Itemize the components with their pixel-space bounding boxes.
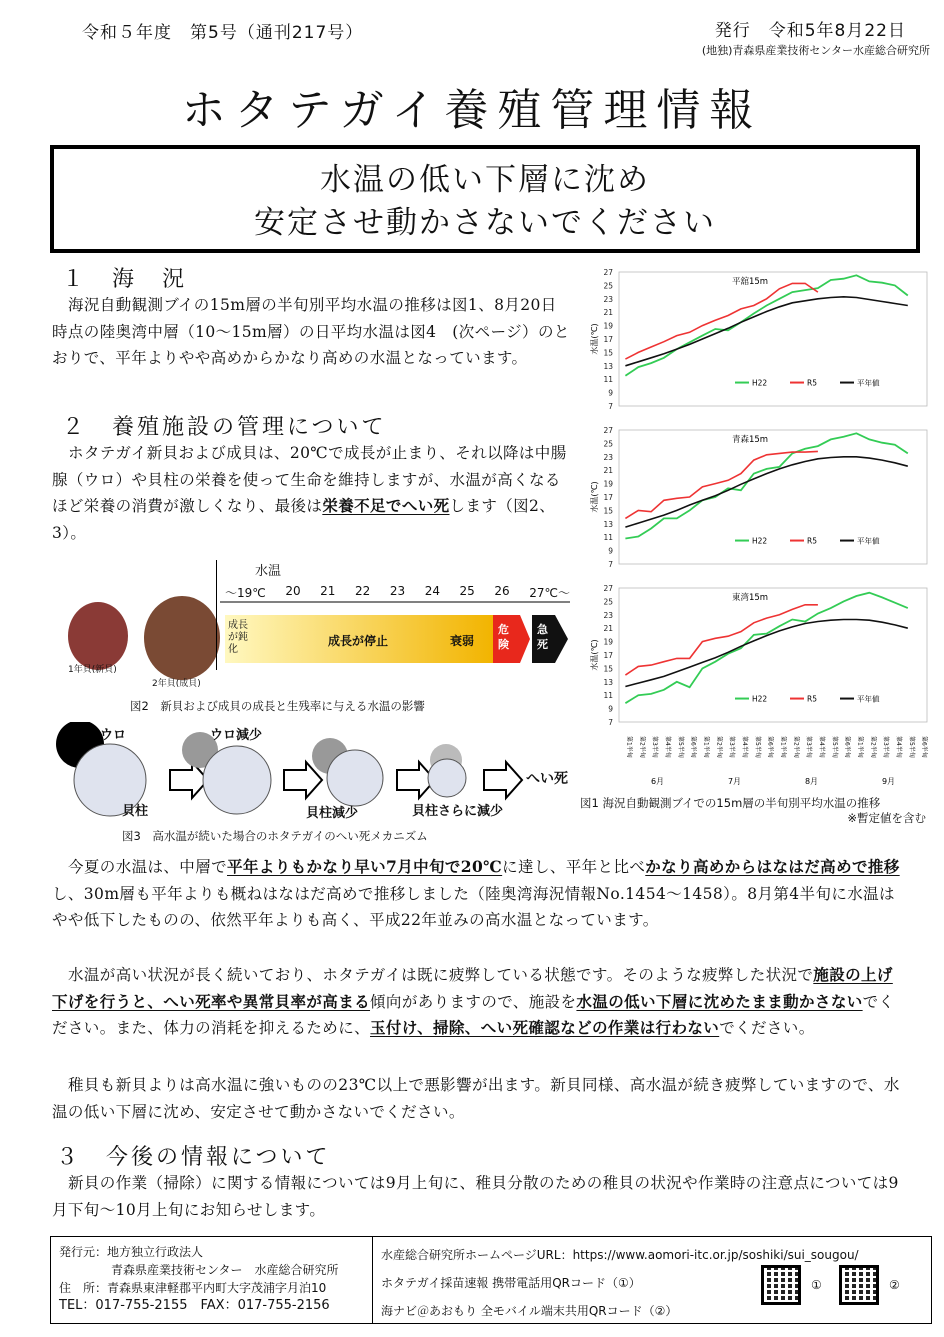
y-tick-label: 19 — [603, 321, 613, 331]
y-axis-label: 水温(℃) — [590, 639, 599, 671]
figure-3 — [52, 722, 572, 822]
adductor-icon — [203, 746, 271, 814]
footer-publisher-name: 青森県産業技術センター 水産総合研究所 — [111, 1263, 339, 1277]
y-tick-label: 7 — [608, 560, 613, 569]
y-tick-label: 13 — [603, 361, 613, 371]
p1-a: 今夏の水温は、中層で — [68, 858, 228, 876]
pentad-label: 第1半旬 — [779, 736, 787, 758]
series-line-H22 — [625, 275, 907, 376]
legend-label: 平年値 — [857, 694, 880, 704]
y-tick-label: 9 — [608, 546, 613, 556]
pentad-label: 第5半旬 — [830, 736, 838, 758]
y-tick-label: 15 — [603, 348, 613, 358]
y-tick-label: 27 — [603, 584, 613, 593]
body-paragraph-3: 稚貝も新貝よりは高水温に強いものの23℃以上で悪影響が出ます。新貝同様、高水温が続き疲弊していますので、水温の低い下層に沈め、安定させて動かさないでください。 — [52, 1076, 900, 1121]
headline-line2: 安定させ動かさないでください — [254, 205, 716, 241]
section2-body-b: します（図2、3）。 — [52, 497, 556, 542]
pentad-label: 第5半旬 — [676, 736, 684, 758]
chart-title: 東湾15m — [731, 593, 769, 603]
legend-label: 平年値 — [857, 536, 880, 546]
body-paragraph-2 — [52, 962, 902, 1042]
fig2-bar-stop: 成長が停止 — [328, 634, 389, 648]
legend-label: H22 — [752, 536, 768, 546]
pentad-label: 第5半旬 — [907, 736, 915, 758]
pentad-label: 第2半旬 — [715, 736, 723, 758]
fig2-bar-death: 急死 — [537, 623, 548, 651]
y-tick-label: 21 — [603, 624, 613, 634]
fig2-temp-label: 水温 — [255, 564, 282, 579]
shell-young-label: 1年貝(新貝) — [68, 665, 117, 675]
footer-qr2-label: 海ナビ＠あおもり 全モバイル端末共用QRコード（②） — [381, 1304, 678, 1318]
pentad-label: 第3半旬 — [882, 736, 890, 758]
shell-young-icon — [68, 602, 128, 670]
y-tick-label: 27 — [603, 268, 613, 277]
fig3-kaibashira-decrease: 貝柱減少 — [306, 806, 359, 821]
series-line-R5 — [625, 605, 818, 675]
body-paragraph-1 — [52, 854, 902, 934]
month-label: 9月 — [881, 777, 896, 786]
footer — [50, 1236, 932, 1324]
fig2-tick: 20 — [285, 584, 301, 598]
chart-frame — [619, 272, 927, 406]
fig1-charts — [585, 262, 935, 792]
pentad-label: 第2半旬 — [638, 736, 646, 758]
y-axis-label: 水温(℃) — [590, 481, 599, 513]
legend-label: 平年値 — [857, 378, 880, 388]
series-line-R5 — [625, 451, 818, 518]
y-tick-label: 19 — [603, 637, 613, 647]
pentad-label: 第2半旬 — [869, 736, 877, 758]
pentad-label: 第5半旬 — [753, 736, 761, 758]
y-tick-label: 13 — [603, 677, 613, 687]
footer-links — [373, 1237, 931, 1323]
p1-underline-1: 平年よりもかなり早い7月中旬で20℃ — [227, 857, 503, 876]
fig3-uro-decrease: ウロ減少 — [210, 728, 263, 743]
arrow-icon — [484, 762, 522, 798]
fig2-tick: 26 — [494, 584, 510, 598]
pentad-label: 第6半旬 — [843, 736, 851, 758]
section1-heading: １ 海 況 — [62, 267, 188, 292]
footer-url[interactable]: 水産総合研究所ホームページURL：https://www.aomori-itc.or.jp/soshiki/sui_sougou/ — [381, 1248, 859, 1262]
y-tick-label: 7 — [608, 718, 613, 727]
p2-a: 水温が高い状況が長く続いており、ホタテガイは既に疲弊している状態です。そのような疲弊した状況で — [68, 966, 814, 984]
fig3-kaibashira: 貝柱 — [122, 804, 149, 819]
chart-title: 平舘15m — [731, 277, 769, 287]
series-line-平年値 — [625, 457, 907, 527]
p2-underline-3: 玉付け、掃除、へい死確認などの作業は行わない — [370, 1018, 720, 1037]
chart-title: 青森15m — [731, 435, 769, 445]
qr-code-2-icon[interactable] — [839, 1265, 879, 1305]
fig3-caption: 図3 高水温が続いた場合のホタテガイのへい死メカニズム — [122, 829, 428, 843]
y-tick-label: 11 — [603, 691, 613, 701]
p2-d: でください。 — [719, 1019, 815, 1037]
y-tick-label: 19 — [603, 479, 613, 489]
footer-tel: TEL：017-755-2155 FAX：017-755-2156 — [59, 1298, 330, 1313]
pentad-label: 第3半旬 — [728, 736, 736, 758]
month-label: 7月 — [727, 777, 742, 786]
y-tick-label: 25 — [603, 597, 613, 607]
legend-label: R5 — [807, 694, 817, 704]
fig2-bar-weak: 衰弱 — [450, 634, 475, 648]
footer-publisher — [51, 1237, 373, 1323]
publish-date: 発行 令和5年8月22日 — [714, 21, 906, 41]
p2-underline-2: 水温の低い下層に沈めたまま動かさない — [576, 991, 863, 1011]
adductor-icon — [327, 750, 383, 806]
p2-underline-1: 施設の上げ下げを行うと、へい死率や異常貝率が高まる — [52, 965, 893, 1011]
qr-code-2-mark: ② — [889, 1278, 900, 1292]
fig3-uro: ウロ — [100, 728, 127, 743]
y-tick-label: 21 — [603, 308, 613, 318]
qr-code-1-mark: ① — [811, 1278, 822, 1292]
figure-1 — [585, 262, 935, 792]
p1-b: に達し、平年と比べ — [502, 858, 646, 876]
qr-code-1-icon[interactable] — [761, 1265, 801, 1305]
fig1-note: ※暫定値を含む — [847, 811, 926, 825]
footer-publisher-label: 発行元：地方独立行政法人 — [59, 1245, 204, 1259]
y-tick-label: 23 — [603, 452, 613, 462]
y-tick-label: 11 — [603, 533, 613, 543]
y-tick-label: 23 — [603, 610, 613, 620]
fig2-bar-danger: 危険 — [498, 623, 509, 651]
y-tick-label: 9 — [608, 704, 613, 714]
footer-address: 住 所：青森県東津軽郡平内町大字茂浦字月泊10 — [59, 1281, 327, 1295]
pentad-label: 第6半旬 — [689, 736, 697, 758]
adductor-icon — [428, 759, 466, 797]
pentad-label: 第3半旬 — [805, 736, 813, 758]
fig2-tick: 21 — [320, 584, 336, 598]
fig2-divider — [216, 560, 217, 670]
fig3-death: へい死 — [526, 771, 568, 787]
y-tick-label: 15 — [603, 506, 613, 516]
shell-adult-icon — [144, 596, 220, 680]
y-tick-label: 17 — [603, 651, 613, 660]
pentad-label: 第4半旬 — [740, 736, 748, 758]
y-tick-label: 17 — [603, 493, 613, 502]
series-line-H22 — [625, 433, 907, 538]
y-tick-label: 13 — [603, 519, 613, 529]
section2-heading: ２ 養殖施設の管理について — [62, 415, 387, 440]
y-tick-label: 25 — [603, 281, 613, 291]
section2-body-underline: 栄養不足でへい死 — [322, 496, 450, 515]
y-axis-label: 水温(℃) — [590, 323, 599, 355]
pentad-label: 第1半旬 — [625, 736, 633, 758]
fig2-ticks — [225, 584, 570, 601]
footer-qr1-label: ホタテガイ採苗速報 携帯電話用QRコード（①） — [381, 1276, 641, 1290]
series-line-平年値 — [625, 620, 907, 687]
fig2-tick: 22 — [355, 584, 371, 598]
y-tick-label: 27 — [603, 426, 613, 435]
y-tick-label: 15 — [603, 664, 613, 674]
y-tick-label: 9 — [608, 388, 613, 398]
legend-label: H22 — [752, 694, 768, 704]
legend-label: R5 — [807, 536, 817, 546]
pentad-label: 第2半旬 — [792, 736, 800, 758]
pentad-label: 第6半旬 — [766, 736, 774, 758]
section3-heading: ３ 今後の情報について — [56, 1145, 331, 1170]
fig1-caption: 図1 海況自動観測ブイでの15m層の半旬別平均水温の推移 — [580, 796, 881, 810]
section1-body: 海況自動観測ブイの15m層の半旬別平均水温の推移は図1、8月20日時点の陸奥湾中層（10～15m層）の日平均水温は図4 (次ページ）のとおりで、平年よりやや高めからかなり高めの水温となっています。 — [52, 296, 570, 367]
y-tick-label: 11 — [603, 375, 613, 385]
legend-label: H22 — [752, 378, 768, 388]
chart-frame — [619, 430, 927, 564]
series-line-H22 — [625, 593, 907, 704]
fig2-tick: 25 — [459, 584, 475, 598]
y-tick-label: 23 — [603, 294, 613, 304]
y-tick-label: 21 — [603, 466, 613, 476]
section3-body: 新貝の作業（掃除）に関する情報については9月上旬に、稚貝分散のための稚貝の状況や作業時の注意点については9月下旬～10月上旬にお知らせします。 — [52, 1174, 899, 1219]
headline-line1: 水温の低い下層に沈め — [320, 162, 650, 198]
p1-c: し、30m層も平年よりも概ねはなはだ高めで推移しました（陸奥湾海況情報No.1454～1458）。8月第4半旬に水温はやや低下したものの、依然平年よりも高く、平成22年並みの高水温となっています。 — [52, 884, 895, 929]
chart-frame — [619, 588, 927, 722]
pentad-label: 第3半旬 — [651, 736, 659, 758]
legend-label: R5 — [807, 378, 817, 388]
p2-b: 傾向がありますので、施設を — [370, 992, 577, 1011]
p1-underline-2: かなり高めからはなはだ高めで推移 — [645, 857, 900, 876]
section2-body-a: ホタテガイ新貝および成貝は、20℃で成長が止まり、それ以降は中腸腺（ウロ）や貝柱の栄養を使って生命を維持しますが、水温が高くなるほど栄養の消費が激しくなり、最後は — [52, 444, 567, 515]
figure-2 — [60, 560, 580, 695]
pentad-label: 第1半旬 — [856, 736, 864, 758]
pentad-label: 第1半旬 — [702, 736, 710, 758]
y-tick-label: 25 — [603, 439, 613, 449]
fig2-tick: 27℃～ — [529, 586, 570, 600]
shell-adult-label: 2年貝(成貝) — [152, 679, 201, 689]
headline-box — [50, 145, 920, 253]
month-label: 8月 — [804, 777, 819, 786]
issue-number: 令和５年度 第5号（通刊217号） — [82, 23, 364, 43]
fig2-caption: 図2 新貝および成貝の成長と生残率に与える水温の影響 — [130, 699, 425, 713]
pentad-label: 第6半旬 — [920, 736, 928, 758]
fig2-side-label: 成長が鈍化 — [228, 620, 248, 655]
page-title: ホタテガイ養殖管理情報 — [181, 85, 763, 136]
fig2-tick: 24 — [424, 584, 440, 598]
fig3-kaibashira-more: 貝柱さらに減少 — [412, 804, 504, 819]
fig2-tick: ～19℃ — [225, 586, 266, 600]
pentad-label: 第4半旬 — [663, 736, 671, 758]
y-tick-label: 7 — [608, 402, 613, 411]
y-tick-label: 17 — [603, 335, 613, 344]
pentad-label: 第4半旬 — [817, 736, 825, 758]
publisher-org: (地独)青森県産業技術センター水産総合研究所 — [701, 44, 930, 57]
pentad-label: 第4半旬 — [894, 736, 902, 758]
fig2-tick: 23 — [389, 584, 406, 598]
section2-body — [52, 440, 572, 546]
p2-c: でください。また、体力の消耗を抑えるために、 — [52, 992, 895, 1037]
month-label: 6月 — [650, 777, 665, 786]
